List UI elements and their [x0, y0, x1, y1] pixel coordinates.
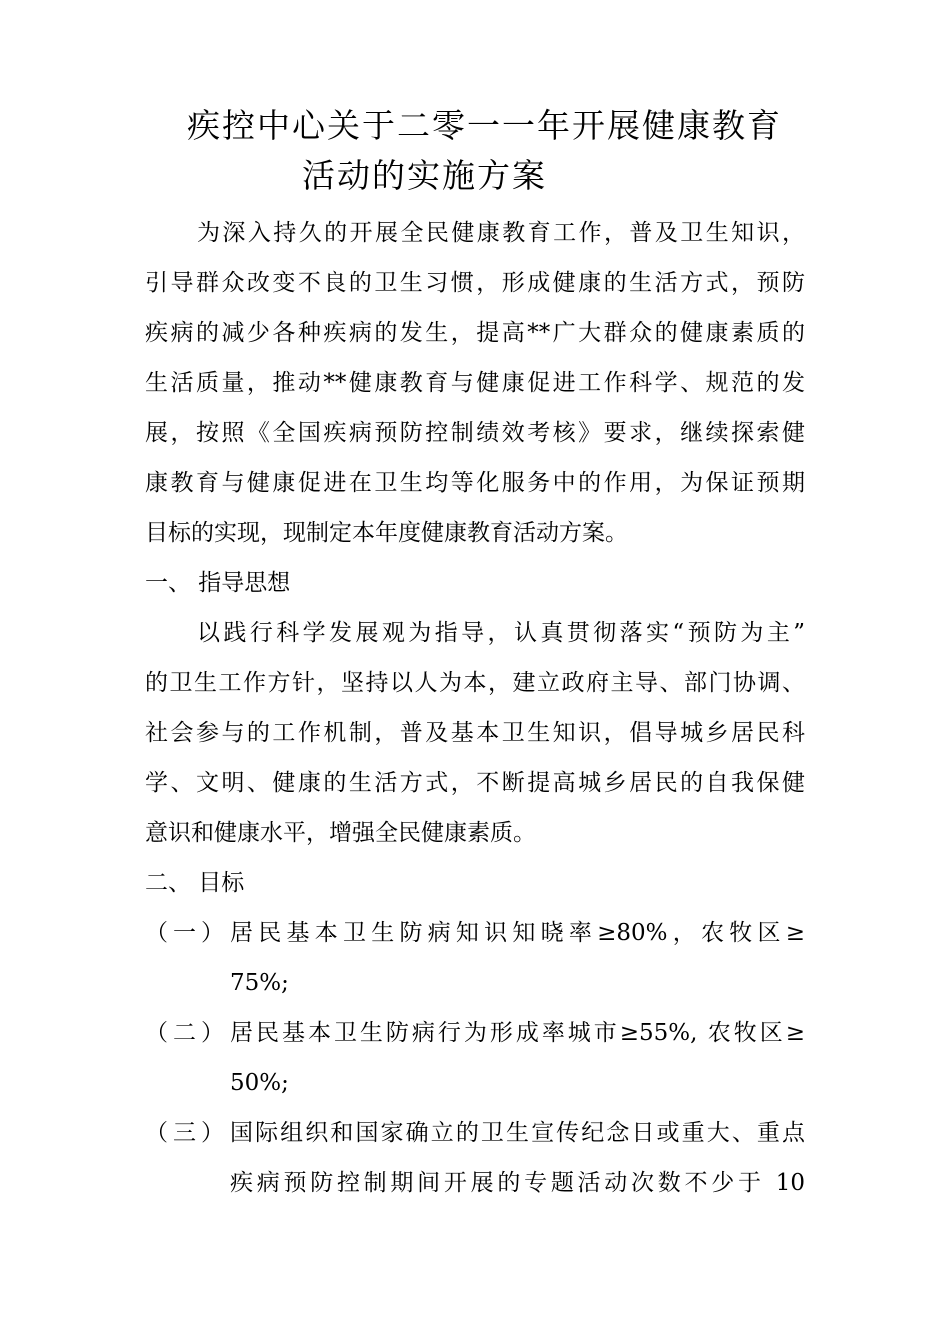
goal-item-line: 居民基本卫生防病行为形成率城市≥55%, 农牧区≥	[230, 1020, 805, 1046]
goal-item-label: （二）	[145, 1020, 229, 1046]
guiding-ideology-line: 学、文明、健康的生活方式，不断提高城乡居民的自我保健	[145, 770, 805, 796]
goal-item-line: 居民基本卫生防病知识知晓率≥80%，农牧区≥	[230, 920, 805, 946]
guiding-ideology-line: 社会参与的工作机制，普及基本卫生知识，倡导城乡居民科	[145, 720, 805, 746]
guiding-ideology-line: 以践行科学发展观为指导，认真贯彻落实“预防为主”	[197, 620, 805, 646]
intro-paragraph-line: 生活质量，推动**健康教育与健康促进工作科学、规范的发	[145, 370, 805, 396]
section-heading-guiding-ideology: 一、 指导思想	[145, 570, 291, 596]
goal-item-label: （三）	[145, 1120, 229, 1146]
intro-paragraph-line: 康教育与健康促进在卫生均等化服务中的作用，为保证预期	[145, 470, 805, 496]
intro-paragraph-line: 目标的实现，现制定本年度健康教育活动方案。	[145, 520, 628, 546]
goal-item-line: 75%;	[230, 970, 289, 996]
goal-item-label: （一）	[145, 920, 229, 946]
document-title-line-2: 活动的实施方案	[302, 156, 547, 195]
intro-paragraph-line: 为深入持久的开展全民健康教育工作，普及卫生知识，	[197, 220, 805, 246]
goal-item-line: 疾病预防控制期间开展的专题活动次数不少于 10	[230, 1170, 805, 1196]
goal-item-line: 50%;	[230, 1070, 289, 1096]
intro-paragraph-line: 展，按照《全国疾病预防控制绩效考核》要求，继续探索健	[145, 420, 805, 446]
goal-item-line: 国际组织和国家确立的卫生宣传纪念日或重大、重点	[230, 1120, 805, 1146]
section-heading-goals: 二、 目标	[145, 870, 245, 896]
intro-paragraph-line: 疾病的减少各种疾病的发生，提高**广大群众的健康素质的	[145, 320, 805, 346]
document-title-line-1: 疾控中心关于二零一一年开展健康教育	[187, 106, 782, 145]
guiding-ideology-line: 的卫生工作方针，坚持以人为本，建立政府主导、部门协调、	[145, 670, 805, 696]
guiding-ideology-line: 意识和健康水平，增强全民健康素质。	[145, 820, 536, 846]
intro-paragraph-line: 引导群众改变不良的卫生习惯，形成健康的生活方式，预防	[145, 270, 805, 296]
